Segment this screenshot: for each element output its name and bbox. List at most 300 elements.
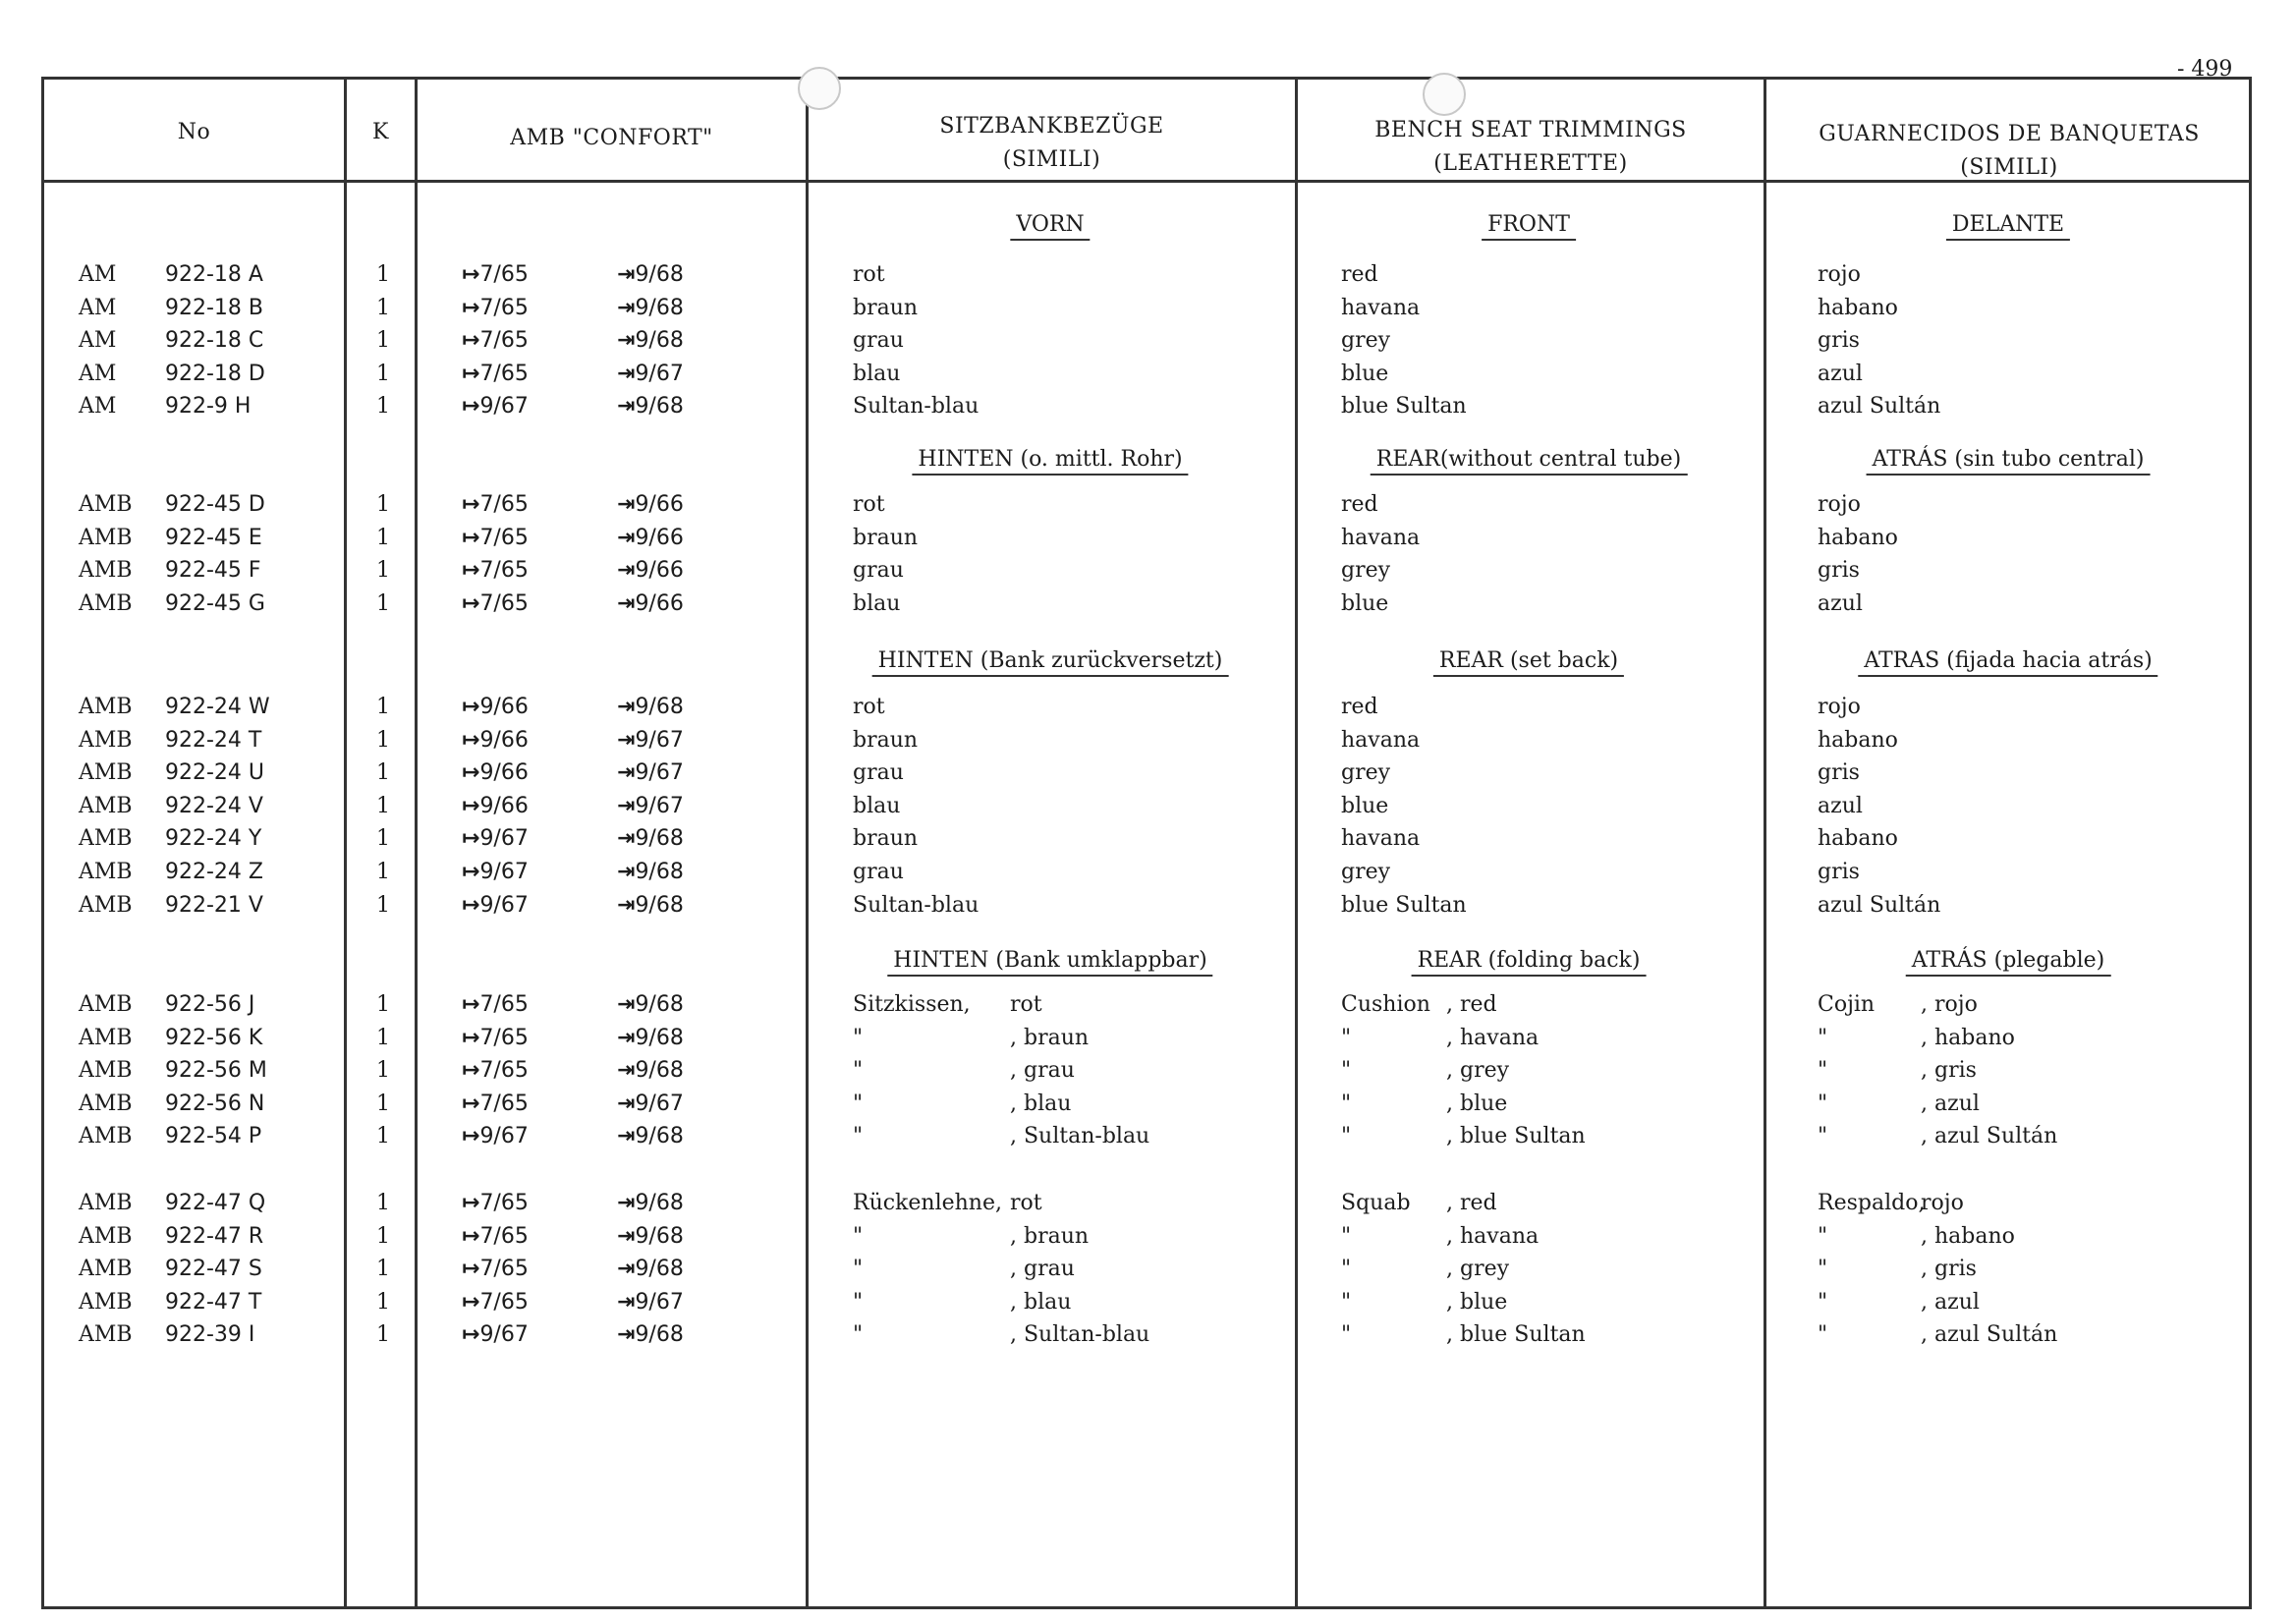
part-number: 922-18 A [165,262,263,287]
arrow-start-icon: ↦ [462,1191,480,1215]
spanish-description: azul Sultán [1818,394,1941,419]
validity-to-date: 9/66 [635,591,684,616]
section-title-spanish: DELANTE [1946,212,2070,241]
table-row [0,1253,2296,1285]
validity-to-date: 9/68 [635,860,684,884]
table-row [0,1022,2296,1054]
validity-to [617,588,684,620]
part-prefix: AMB [79,695,133,719]
german-description: blau [853,362,901,386]
part-number: 922-56 N [165,1092,265,1116]
validity-from-date: 7/65 [479,492,529,517]
english-part-name: Squab [1341,1191,1411,1215]
validity-to [617,390,684,422]
english-description: grey [1341,328,1391,353]
arrow-start-icon: ↦ [462,492,480,517]
part-prefix: AMB [79,526,133,550]
arrow-end-icon: ⇥ [617,526,636,550]
quantity-k: 1 [376,760,390,785]
arrow-start-icon: ↦ [462,1224,480,1249]
english-part-name: " [1341,1290,1352,1315]
validity-to [617,691,684,723]
punch-hole [798,67,841,110]
part-prefix: AMB [79,1290,133,1315]
validity-from-date: 7/65 [479,1026,529,1050]
table-row [0,488,2296,521]
validity-to [617,1253,684,1285]
spanish-color: , gris [1921,1257,1977,1281]
german-color: , Sultan-blau [1010,1124,1150,1148]
spanish-color: , azul Sultán [1921,1322,2058,1347]
part-number: 922-45 E [165,526,262,550]
validity-from [462,1220,529,1253]
validity-from-date: 7/65 [479,262,529,287]
part-number: 922-56 M [165,1058,267,1083]
english-description: grey [1341,860,1391,884]
german-part-name: Sitzkissen, [853,992,971,1017]
english-part-name: " [1341,1092,1352,1116]
validity-to [617,1220,684,1253]
header-amb-confort: AMB "CONFORT" [510,126,713,150]
spanish-description: azul [1818,591,1863,616]
arrow-end-icon: ⇥ [617,760,636,785]
header-spanish-subtitle: (SIMILI) [1960,155,2058,180]
table-row [0,324,2296,357]
validity-to-date: 9/67 [635,362,684,386]
spanish-color: rojo [1921,1191,1964,1215]
validity-from [462,324,529,357]
validity-from-date: 9/66 [479,695,529,719]
spanish-color: , habano [1921,1026,2015,1050]
validity-to [617,988,684,1021]
arrow-end-icon: ⇥ [617,394,636,419]
arrow-end-icon: ⇥ [617,826,636,851]
part-prefix: AMB [79,1191,133,1215]
german-description: grau [853,760,904,785]
part-number: 922-45 D [165,492,265,517]
part-prefix: AM [79,328,117,353]
arrow-start-icon: ↦ [462,1290,480,1315]
header-english-title: BENCH SEAT TRIMMINGS [1374,118,1687,142]
validity-from [462,522,529,554]
part-prefix: AMB [79,558,133,583]
validity-from [462,988,529,1021]
quantity-k: 1 [376,558,390,583]
german-color: , Sultan-blau [1010,1322,1150,1347]
header-german [809,110,1295,177]
table-row [0,822,2296,855]
german-description: blau [853,794,901,818]
validity-to-date: 9/66 [635,558,684,583]
spanish-color: , azul [1921,1290,1980,1315]
german-part-name: " [853,1058,864,1083]
english-description: havana [1341,728,1421,753]
spanish-description: azul Sultán [1818,893,1941,918]
section-title-spanish: ATRAS (fijada hacia atrás) [1858,648,2157,677]
header-no: No [177,120,211,144]
section-title-german: VORN [1010,212,1090,241]
quantity-k: 1 [376,1191,390,1215]
part-prefix: AMB [79,492,133,517]
english-description: blue Sultan [1341,893,1467,918]
validity-from [462,1022,529,1054]
english-color: , havana [1446,1026,1540,1050]
arrow-end-icon: ⇥ [617,1322,636,1347]
header-spanish-title: GUARNECIDOS DE BANQUETAS [1819,122,2200,146]
arrow-end-icon: ⇥ [617,262,636,287]
part-number: 922-24 W [165,695,270,719]
english-description: havana [1341,826,1421,851]
quantity-k: 1 [376,1092,390,1116]
english-color: , blue [1446,1290,1508,1315]
english-color: , grey [1446,1257,1510,1281]
arrow-end-icon: ⇥ [617,893,636,918]
german-color: , blau [1010,1092,1072,1116]
english-color: , blue Sultan [1446,1322,1586,1347]
arrow-start-icon: ↦ [462,1257,480,1281]
spanish-part-name: Cojin [1818,992,1876,1017]
validity-to [617,822,684,855]
table-row [0,756,2296,789]
validity-from [462,258,529,291]
validity-to-date: 9/67 [635,760,684,785]
table-row [0,258,2296,291]
english-description: red [1341,695,1378,719]
part-prefix: AMB [79,591,133,616]
validity-to-date: 9/68 [635,1322,684,1347]
arrow-start-icon: ↦ [462,526,480,550]
english-description: blue [1341,794,1389,818]
arrow-start-icon: ↦ [462,1092,480,1116]
validity-from-date: 9/67 [479,394,529,419]
validity-to-date: 9/68 [635,394,684,419]
spanish-description: rojo [1818,262,1861,287]
english-color: , havana [1446,1224,1540,1249]
validity-to [617,889,684,922]
validity-from [462,554,529,587]
header-german-title: SITZBANKBEZÜGE [939,114,1164,139]
table-row [0,1088,2296,1120]
quantity-k: 1 [376,262,390,287]
table-row [0,292,2296,324]
english-color: , blue [1446,1092,1508,1116]
spanish-description: habano [1818,728,1898,753]
validity-from-date: 9/67 [479,1322,529,1347]
german-part-name: " [853,1124,864,1148]
quantity-k: 1 [376,1026,390,1050]
german-part-name: Rückenlehne, [853,1191,1002,1215]
table-row [0,588,2296,620]
spanish-color: , rojo [1921,992,1978,1017]
validity-from-date: 9/67 [479,826,529,851]
german-color: , blau [1010,1290,1072,1315]
punch-hole [1423,73,1466,116]
validity-from [462,390,529,422]
part-number: 922-24 Y [165,826,262,851]
validity-from [462,588,529,620]
validity-from [462,488,529,521]
spanish-part-name: " [1818,1124,1828,1148]
validity-from-date: 9/66 [479,794,529,818]
german-part-name: " [853,1224,864,1249]
quantity-k: 1 [376,1124,390,1148]
part-number: 922-18 D [165,362,265,386]
english-color: , red [1446,992,1497,1017]
arrow-start-icon: ↦ [462,362,480,386]
english-part-name: " [1341,1322,1352,1347]
german-part-name: " [853,1290,864,1315]
arrow-start-icon: ↦ [462,1322,480,1347]
spanish-color: , azul Sultán [1921,1124,2058,1148]
arrow-end-icon: ⇥ [617,362,636,386]
validity-to [617,1318,684,1351]
validity-to [617,1088,684,1120]
part-number: 922-18 B [165,296,264,320]
table-row [0,724,2296,756]
table-row [0,522,2296,554]
validity-to [617,724,684,756]
spanish-description: rojo [1818,695,1861,719]
german-description: braun [853,728,919,753]
spanish-color: , gris [1921,1058,1977,1083]
part-prefix: AMB [79,1092,133,1116]
section-title-english: REAR(without central tube) [1371,447,1688,476]
validity-from [462,1088,529,1120]
validity-to [617,790,684,822]
arrow-start-icon: ↦ [462,1026,480,1050]
quantity-k: 1 [376,1322,390,1347]
validity-from-date: 9/66 [479,728,529,753]
part-number: 922-45 G [165,591,265,616]
english-color: , grey [1446,1058,1510,1083]
arrow-start-icon: ↦ [462,695,480,719]
validity-to-date: 9/68 [635,262,684,287]
spanish-part-name: " [1818,1322,1828,1347]
part-number: 922-47 Q [165,1191,266,1215]
section-title-spanish: ATRÁS (plegable) [1906,948,2111,977]
german-description: grau [853,860,904,884]
validity-from-date: 9/67 [479,1124,529,1148]
part-prefix: AMB [79,893,133,918]
spanish-description: gris [1818,760,1860,785]
arrow-end-icon: ⇥ [617,1026,636,1050]
section-title-german: HINTEN (o. mittl. Rohr) [912,447,1188,476]
validity-from-date: 7/65 [479,1191,529,1215]
part-prefix: AM [79,296,117,320]
arrow-start-icon: ↦ [462,591,480,616]
part-prefix: AMB [79,1124,133,1148]
table-row [0,1220,2296,1253]
english-description: blue [1341,362,1389,386]
validity-from-date: 7/65 [479,1058,529,1083]
quantity-k: 1 [376,394,390,419]
quantity-k: 1 [376,728,390,753]
validity-from [462,358,529,390]
validity-to [617,1022,684,1054]
validity-to-date: 9/68 [635,695,684,719]
quantity-k: 1 [376,1224,390,1249]
arrow-start-icon: ↦ [462,728,480,753]
spanish-description: rojo [1818,492,1861,517]
validity-from-date: 7/65 [479,1257,529,1281]
quantity-k: 1 [376,492,390,517]
spanish-color: , habano [1921,1224,2015,1249]
validity-from [462,1253,529,1285]
spanish-part-name: " [1818,1026,1828,1050]
german-color: , grau [1010,1257,1075,1281]
part-prefix: AMB [79,1322,133,1347]
validity-to-date: 9/67 [635,1290,684,1315]
section-title-spanish: ATRÁS (sin tubo central) [1867,447,2151,476]
german-description: Sultan-blau [853,394,980,419]
english-part-name: " [1341,1026,1352,1050]
arrow-start-icon: ↦ [462,1058,480,1083]
validity-from-date: 7/65 [479,328,529,353]
part-number: 922-56 J [165,992,255,1017]
validity-to [617,488,684,521]
quantity-k: 1 [376,860,390,884]
validity-from [462,756,529,789]
arrow-end-icon: ⇥ [617,992,636,1017]
english-description: blue Sultan [1341,394,1467,419]
arrow-start-icon: ↦ [462,893,480,918]
german-part-name: " [853,1322,864,1347]
header-spanish [1766,118,2252,185]
english-part-name: " [1341,1124,1352,1148]
german-description: braun [853,826,919,851]
spanish-part-name: " [1818,1257,1828,1281]
german-color: rot [1010,992,1042,1017]
validity-to-date: 9/68 [635,328,684,353]
validity-to-date: 9/68 [635,1026,684,1050]
english-color: , red [1446,1191,1497,1215]
validity-to-date: 9/68 [635,992,684,1017]
table-row [0,790,2296,822]
quantity-k: 1 [376,296,390,320]
validity-to-date: 9/68 [635,296,684,320]
table-row [0,1120,2296,1152]
validity-from-date: 9/67 [479,860,529,884]
part-prefix: AMB [79,728,133,753]
validity-from-date: 9/67 [479,893,529,918]
table-row [0,358,2296,390]
quantity-k: 1 [376,1257,390,1281]
arrow-end-icon: ⇥ [617,1257,636,1281]
quantity-k: 1 [376,1290,390,1315]
german-description: braun [853,526,919,550]
english-description: red [1341,492,1378,517]
quantity-k: 1 [376,893,390,918]
validity-from-date: 7/65 [479,992,529,1017]
german-color: rot [1010,1191,1042,1215]
validity-from [462,790,529,822]
header-k: K [372,120,389,144]
table-row [0,1286,2296,1318]
german-description: blau [853,591,901,616]
spanish-description: habano [1818,826,1898,851]
spanish-part-name: " [1818,1290,1828,1315]
section-title-english: REAR (set back) [1433,648,1624,677]
arrow-start-icon: ↦ [462,860,480,884]
arrow-start-icon: ↦ [462,296,480,320]
spanish-description: azul [1818,794,1863,818]
quantity-k: 1 [376,695,390,719]
validity-to [617,292,684,324]
arrow-end-icon: ⇥ [617,328,636,353]
arrow-end-icon: ⇥ [617,794,636,818]
arrow-end-icon: ⇥ [617,1191,636,1215]
validity-to [617,258,684,291]
arrow-start-icon: ↦ [462,992,480,1017]
german-description: grau [853,328,904,353]
validity-from [462,1286,529,1318]
spanish-description: habano [1818,526,1898,550]
validity-from-date: 7/65 [479,1092,529,1116]
part-prefix: AMB [79,1257,133,1281]
german-color: , grau [1010,1058,1075,1083]
table-row [0,1054,2296,1087]
arrow-start-icon: ↦ [462,328,480,353]
validity-to [617,522,684,554]
validity-from-date: 7/65 [479,591,529,616]
validity-from [462,1187,529,1219]
validity-from [462,889,529,922]
validity-to-date: 9/67 [635,728,684,753]
validity-to-date: 9/66 [635,526,684,550]
quantity-k: 1 [376,591,390,616]
validity-from-date: 7/65 [479,526,529,550]
spanish-part-name: " [1818,1058,1828,1083]
part-number: 922-47 R [165,1224,264,1249]
validity-from-date: 9/66 [479,760,529,785]
english-description: blue [1341,591,1389,616]
validity-from [462,1120,529,1152]
arrow-end-icon: ⇥ [617,728,636,753]
english-part-name: Cushion [1341,992,1430,1017]
quantity-k: 1 [376,992,390,1017]
validity-to-date: 9/66 [635,492,684,517]
german-description: Sultan-blau [853,893,980,918]
validity-from-date: 7/65 [479,1290,529,1315]
english-description: grey [1341,558,1391,583]
part-prefix: AMB [79,1026,133,1050]
arrow-end-icon: ⇥ [617,1058,636,1083]
validity-to [617,1187,684,1219]
spanish-description: gris [1818,328,1860,353]
page-number: - 499 [2177,57,2233,82]
english-description: grey [1341,760,1391,785]
validity-to [617,856,684,888]
german-part-name: " [853,1026,864,1050]
part-number: 922-24 V [165,794,263,818]
validity-to [617,1286,684,1318]
arrow-start-icon: ↦ [462,1124,480,1148]
english-part-name: " [1341,1257,1352,1281]
part-number: 922-21 V [165,893,263,918]
validity-to-date: 9/68 [635,1191,684,1215]
spanish-description: gris [1818,558,1860,583]
part-prefix: AMB [79,992,133,1017]
validity-from [462,1054,529,1087]
part-number: 922-39 I [165,1322,255,1347]
spanish-part-name: " [1818,1224,1828,1249]
validity-to [617,358,684,390]
arrow-start-icon: ↦ [462,262,480,287]
spanish-description: gris [1818,860,1860,884]
spanish-part-name: " [1818,1092,1828,1116]
validity-to-date: 9/67 [635,794,684,818]
arrow-end-icon: ⇥ [617,1092,636,1116]
